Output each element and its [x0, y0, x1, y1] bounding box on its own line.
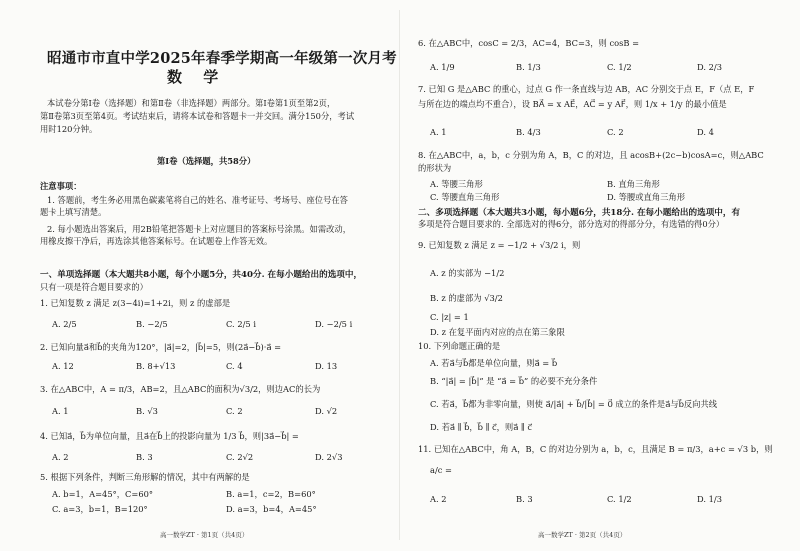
q10-option-a[interactable]: A. 若a⃗与b⃗都是单位向量，则a⃗ = b⃗: [430, 358, 558, 368]
q3-stem: 3. 在△ABC中，A = π/3，AB=2，且△ABC的面积为√3/2，则边AC的长为: [40, 384, 321, 394]
q3-option-d[interactable]: D. √2: [315, 406, 338, 416]
notes-heading: 注意事项：: [40, 181, 82, 191]
note-line-3: 2. 每小题选出答案后，用2B铅笔把答题卡上对应题目的答案标号涂黑。如需改动，: [47, 224, 352, 234]
q4-option-b[interactable]: B. 3: [136, 452, 153, 462]
q5-option-b[interactable]: B. a=1，c=2，B=60°: [226, 489, 316, 499]
q11-option-a[interactable]: A. 2: [430, 494, 447, 504]
note-line-1: 1. 答题前，考生务必用黑色碳素笔将自己的姓名、准考证号、考场号、座位号在答: [47, 195, 348, 205]
q8-option-d[interactable]: D. 等腰或直角三角形: [607, 192, 686, 202]
footer-page-1: 高一数学ZT · 第1页（共4页）: [160, 531, 249, 539]
q5-option-c[interactable]: C. a=3，b=1，B=120°: [52, 504, 148, 514]
q11-option-b[interactable]: B. 3: [516, 494, 533, 504]
section2-line-2: 多项是符合题目要求的. 全部选对的得6分，部分选对的得部分分，有选错的得0分）: [418, 219, 725, 229]
intro-line-2: 第Ⅱ卷第3页至第4页。考试结束后，请将本试卷和答题卡一并交回。满分150分，考试: [40, 111, 355, 121]
q8-option-c[interactable]: C. 等腰直角三角形: [430, 192, 500, 202]
q1-option-b[interactable]: B. −2/5: [136, 319, 168, 329]
q8-line-2: 的形状为: [418, 163, 452, 173]
intro-line-1: 本试卷分第Ⅰ卷（选择题）和第Ⅱ卷（非选择题）两部分。第Ⅰ卷第1页至第2页，: [47, 98, 336, 108]
q2-option-d[interactable]: D. 13: [315, 361, 338, 371]
q5-option-a[interactable]: A. b=1，A=45°，C=60°: [52, 489, 154, 499]
q5-stem: 5. 根据下列条件，判断三角形解的情况，其中有两解的是: [40, 472, 250, 482]
q6-option-d[interactable]: D. 2/3: [697, 62, 722, 72]
note-line-2: 题卡上填写清楚。: [40, 207, 107, 217]
q8-option-a[interactable]: A. 等腰三角形: [430, 179, 483, 189]
q3-option-b[interactable]: B. √3: [136, 406, 158, 416]
q8-line-1: 8. 在△ABC中，a，b，c 分别为角 A，B，C 的对边，且 acosB+(2c−b)cosA=c，则△ABC: [418, 150, 764, 160]
q7-option-a[interactable]: A. 1: [430, 127, 447, 137]
q11-tail: a/c =: [430, 465, 452, 475]
q4-option-c[interactable]: C. 2√2: [226, 452, 254, 462]
q4-option-d[interactable]: D. 2√3: [315, 452, 343, 462]
subject-title: 数 学: [167, 68, 227, 86]
intro-line-3: 用时120分钟。: [40, 124, 98, 134]
q2-option-b[interactable]: B. 8+√13: [136, 361, 176, 371]
q4-option-a[interactable]: A. 2: [52, 452, 69, 462]
q9-option-c[interactable]: C. |z| = 1: [430, 312, 469, 322]
q9-stem: 9. 已知复数 z 满足 z = −1/2 + √3/2 i，则: [418, 240, 581, 250]
q1-option-c[interactable]: C. 2/5 i: [226, 319, 256, 329]
q7-line-1: 7. 已知 G 是△ABC 的重心，过点 G 作一条直线与边 AB，AC 分别交于点 E，F（点 E，F: [418, 84, 755, 94]
q11-stem: 11. 已知在△ABC中，角 A，B，C 的对边分别为 a，b，c，且满足 B = π/3，a+c = √3 b，则: [418, 444, 773, 454]
note-line-4: 用橡皮擦干净后，再选涂其他答案标号。在试题卷上作答无效。: [40, 236, 273, 246]
section1-line-2: 只有一项是符合题目要求的）: [40, 282, 148, 292]
q11-option-c[interactable]: C. 1/2: [607, 494, 632, 504]
q1-option-d[interactable]: D. −2/5 i: [315, 319, 353, 329]
q9-option-a[interactable]: A. z 的实部为 −1/2: [430, 268, 505, 278]
q3-option-a[interactable]: A. 1: [52, 406, 69, 416]
q4-stem: 4. 已知a⃗，b⃗为单位向量，且a⃗在b⃗上的投影向量为 1/3 b⃗，则|3a⃗−b⃗| =: [40, 431, 299, 441]
q7-option-d[interactable]: D. 4: [697, 127, 714, 137]
q11-option-d[interactable]: D. 1/3: [697, 494, 722, 504]
q7-option-b[interactable]: B. 4/3: [516, 127, 541, 137]
exam-title: 昭通市市直中学2025年春季学期高一年级第一次月考: [47, 50, 397, 67]
q2-stem: 2. 已知向量a⃗和b⃗的夹角为120°，|a⃗|=2，|b⃗|=5，则(2a⃗−b⃗)·a⃗ =: [40, 342, 282, 352]
part1-title: 第Ⅰ卷（选择题，共58分）: [157, 156, 256, 166]
q6-stem: 6. 在△ABC中，cosC = 2/3，AC=4，BC=3，则 cosB =: [418, 38, 640, 48]
q7-line-2: 与所在边的端点均不重合），设 BA⃗ = x AE⃗，AC⃗ = y AF⃗，则 1/x + 1/y 的最小值是: [418, 99, 727, 109]
q7-option-c[interactable]: C. 2: [607, 127, 624, 137]
q3-option-c[interactable]: C. 2: [226, 406, 243, 416]
q9-option-b[interactable]: B. z 的虚部为 √3/2: [430, 293, 503, 303]
q10-option-b[interactable]: B. “|a⃗| = |b⃗|” 是 “a⃗ = b⃗” 的必要不充分条件: [430, 376, 598, 386]
q10-option-d[interactable]: D. 若a⃗ ∥ b⃗，b⃗ ∥ c⃗，则a⃗ ∥ c⃗: [430, 422, 532, 432]
q6-option-a[interactable]: A. 1/9: [430, 62, 455, 72]
section1-line-1: 一、单项选择题（本大题共8小题，每个小题5分，共40分. 在每小题给出的选项中，: [40, 270, 363, 280]
q10-option-c[interactable]: C. 若a⃗，b⃗都为非零向量，则使 a⃗/|a⃗| + b⃗/|b⃗| = 0⃗ 成立的条件是a⃗与b⃗反向共线: [430, 399, 718, 409]
q10-stem: 10. 下列命题正确的是: [418, 341, 501, 351]
q9-option-d[interactable]: D. z 在复平面内对应的点在第三象限: [430, 327, 565, 337]
q1-option-a[interactable]: A. 2/5: [52, 319, 77, 329]
q6-option-b[interactable]: B. 1/3: [516, 62, 541, 72]
page-2: [400, 0, 800, 551]
q6-option-c[interactable]: C. 1/2: [607, 62, 632, 72]
q8-option-b[interactable]: B. 直角三角形: [607, 179, 660, 189]
q2-option-a[interactable]: A. 12: [52, 361, 74, 371]
section2-line-1: 二、多项选择题（本大题共3小题，每小题6分，共18分. 在每小题给出的选项中，有: [418, 208, 741, 218]
q2-option-c[interactable]: C. 4: [226, 361, 243, 371]
q1-stem: 1. 已知复数 z 满足 z(3−4i)=1+2i，则 z 的虚部是: [40, 298, 231, 308]
footer-page-2: 高一数学ZT · 第2页（共4页）: [538, 531, 627, 539]
q5-option-d[interactable]: D. a=3，b=4，A=45°: [226, 504, 317, 514]
